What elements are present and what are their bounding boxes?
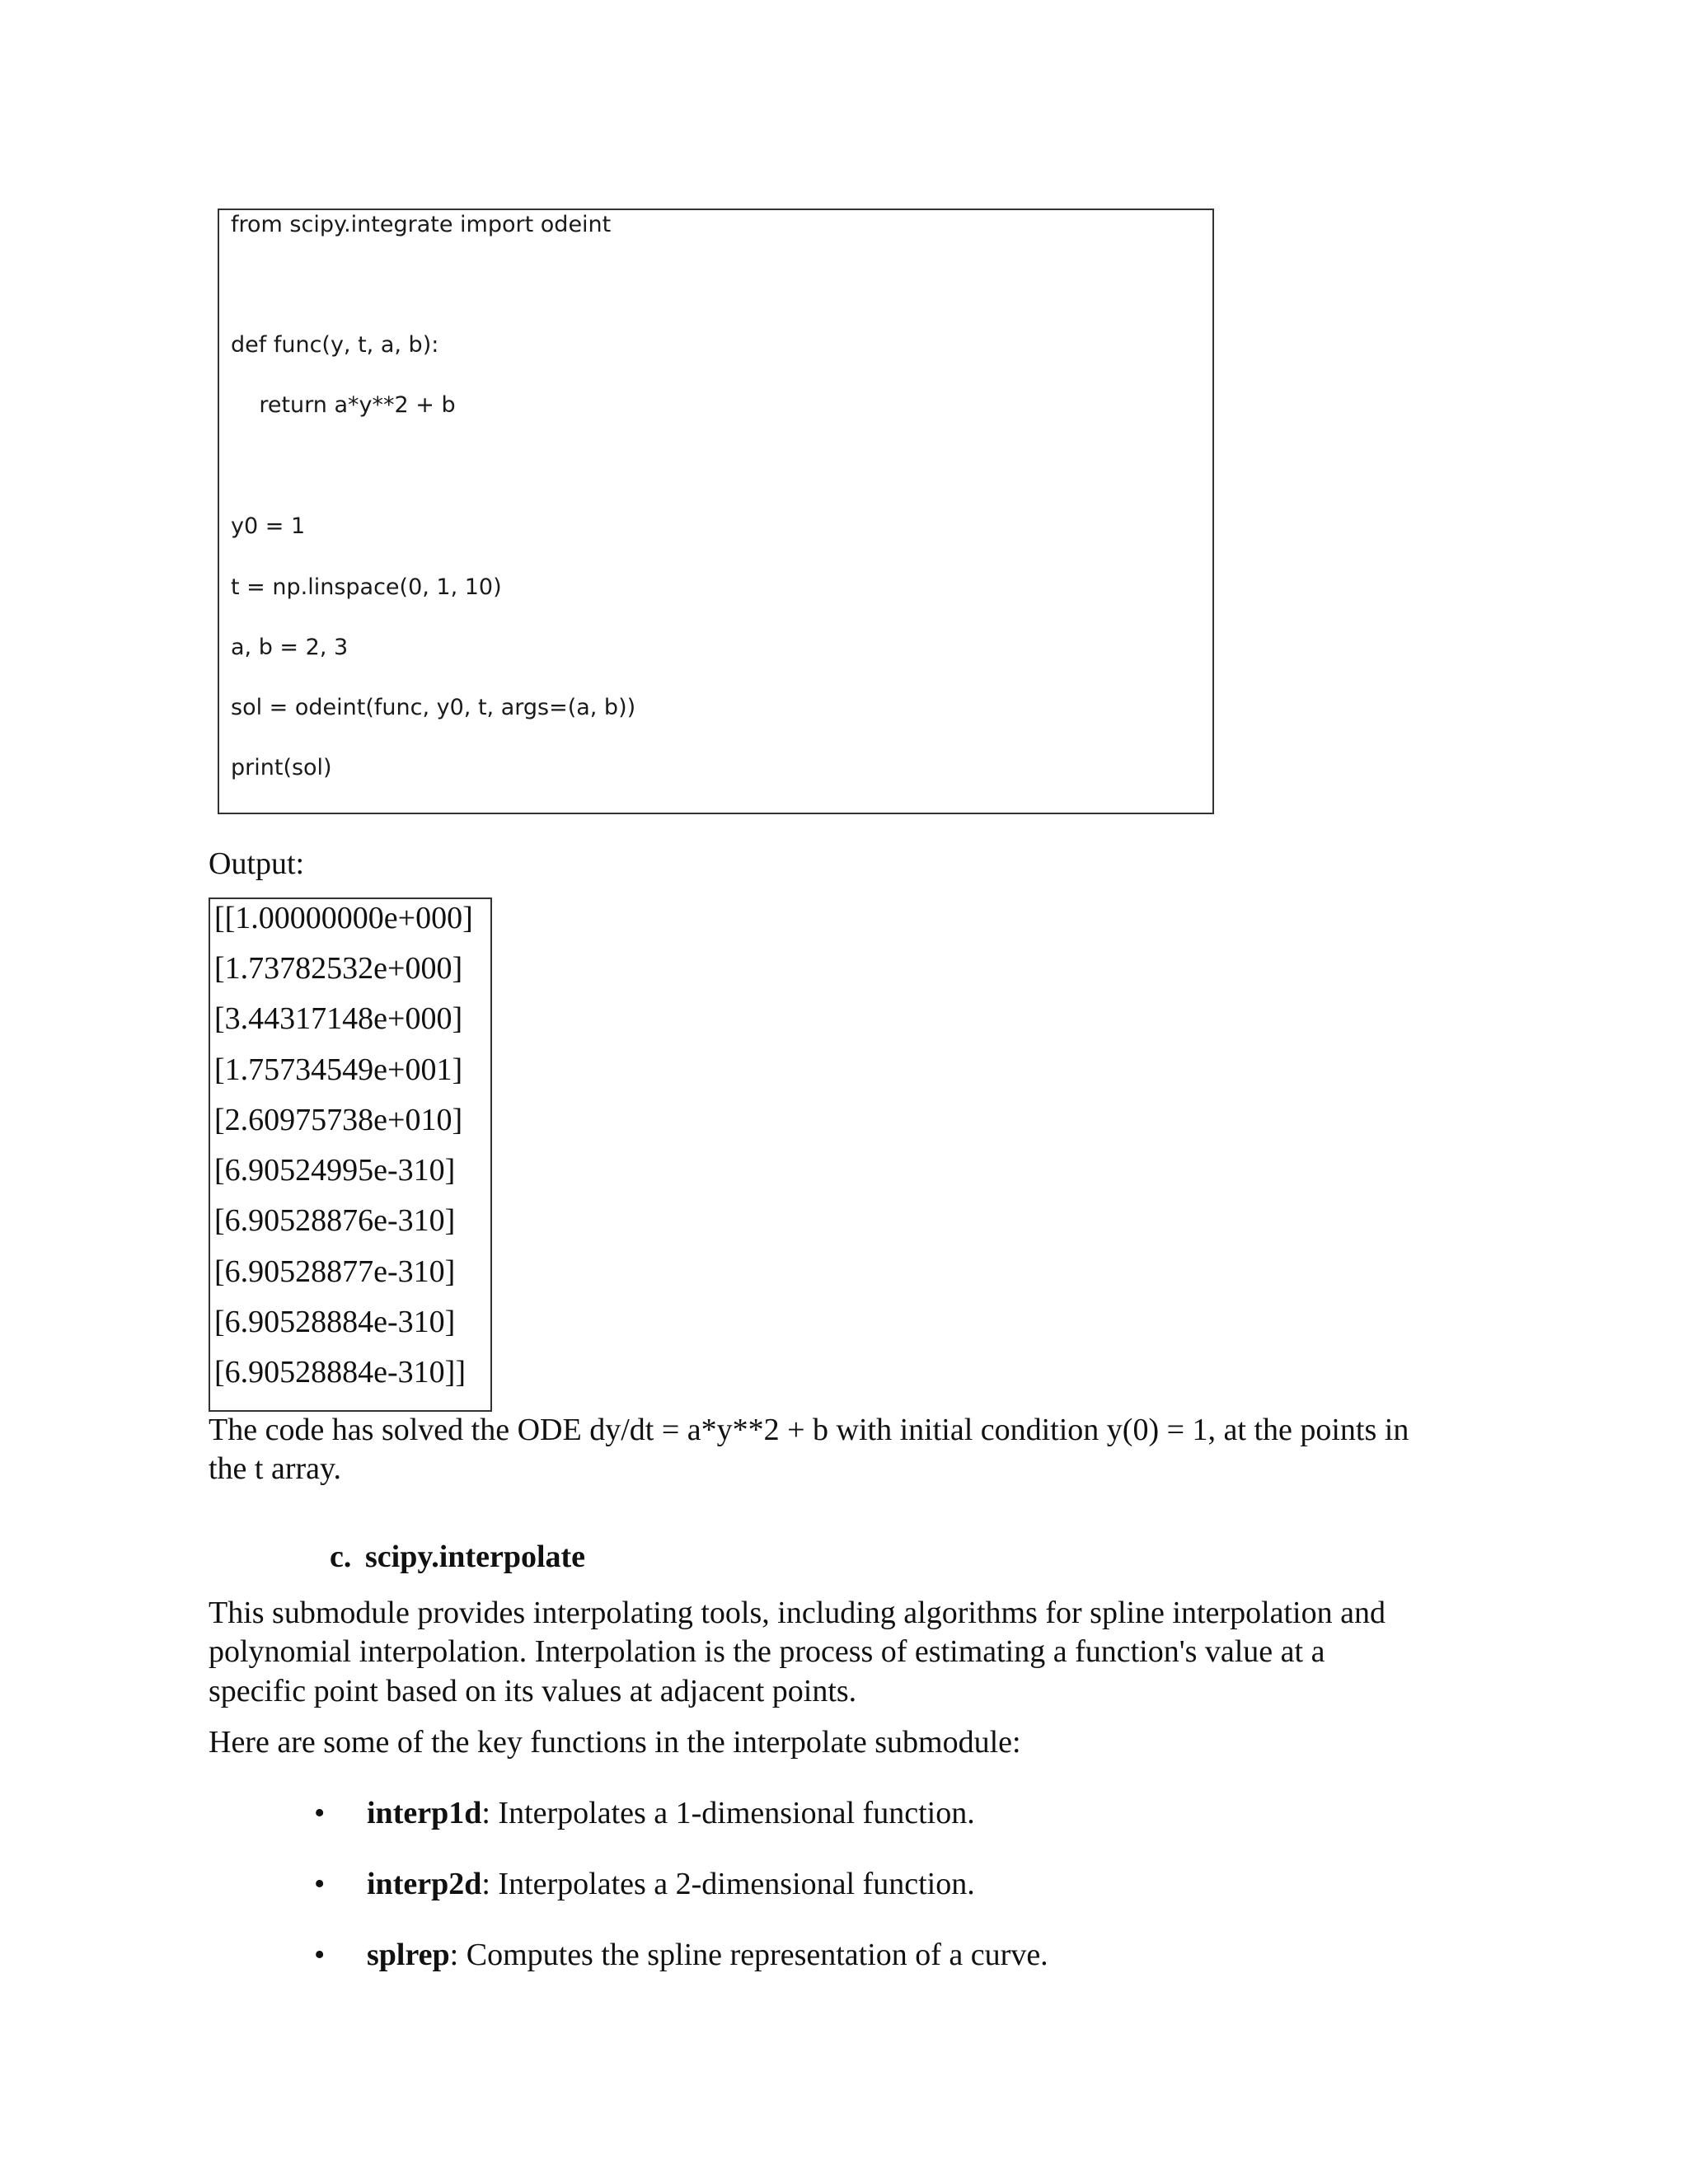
output-line: [2.60975738e+010]: [214, 1103, 463, 1137]
code-line: print(sol): [231, 755, 332, 780]
output-line: [3.44317148e+000]: [214, 1001, 463, 1036]
bullet-icon: •: [314, 1938, 326, 1972]
code-line: y0 = 1: [231, 513, 306, 539]
output-line: [6.90528884e-310]]: [214, 1355, 466, 1390]
output-line: [6.90528884e-310]: [214, 1305, 456, 1339]
bullet-term: interp2d: [367, 1867, 482, 1901]
bullet-icon: •: [314, 1796, 326, 1830]
output-line: [6.90528877e-310]: [214, 1254, 456, 1289]
code-block: [218, 209, 1214, 814]
intro-line: polynomial interpolation. Interpolation is the process of estimating a function's value at a: [209, 1634, 1325, 1669]
bullet-desc: : Interpolates a 2-dimensional function.: [481, 1867, 975, 1901]
bullet-item-interp2d: [314, 1865, 975, 1904]
code-line: def func(y, t, a, b):: [231, 332, 439, 358]
bullet-desc: : Computes the spline representation of a curve.: [449, 1938, 1048, 1972]
key-functions-intro: Here are some of the key functions in the interpolate submodule:: [209, 1725, 1021, 1760]
bullet-item-splrep: [314, 1936, 1048, 1975]
output-line: [6.90528876e-310]: [214, 1203, 456, 1238]
output-label: Output:: [209, 846, 305, 881]
code-line: return a*y**2 + b: [231, 392, 456, 418]
output-line: [[1.00000000e+000]: [214, 901, 473, 935]
intro-line: specific point based on its values at adjacent points.: [209, 1674, 857, 1708]
code-line: sol = odeint(func, y0, t, args=(a, b)): [231, 695, 636, 720]
section-marker: c.: [330, 1540, 352, 1574]
intro-line: This submodule provides interpolating tools, including algorithms for spline interpolation and: [209, 1596, 1386, 1630]
bullet-term: splrep: [367, 1938, 450, 1972]
code-line: a, b = 2, 3: [231, 635, 349, 660]
bullet-icon: •: [314, 1867, 326, 1901]
bullet-desc: : Interpolates a 1-dimensional function.: [481, 1796, 975, 1830]
section-title: scipy.interpolate: [365, 1540, 586, 1574]
explanation-line: The code has solved the ODE dy/dt = a*y**2 + b with initial condition y(0) = 1, at the points in: [209, 1413, 1409, 1447]
section-heading: [330, 1538, 585, 1577]
code-line: t = np.linspace(0, 1, 10): [231, 574, 502, 600]
output-line: [6.90524995e-310]: [214, 1153, 456, 1188]
output-line: [1.75734549e+001]: [214, 1052, 463, 1087]
output-block: [209, 898, 492, 1412]
bullet-item-interp1d: [314, 1794, 975, 1833]
bullet-term: interp1d: [367, 1796, 482, 1830]
code-line: from scipy.integrate import odeint: [231, 212, 612, 237]
output-line: [1.73782532e+000]: [214, 951, 463, 986]
explanation-line: the t array.: [209, 1451, 342, 1486]
